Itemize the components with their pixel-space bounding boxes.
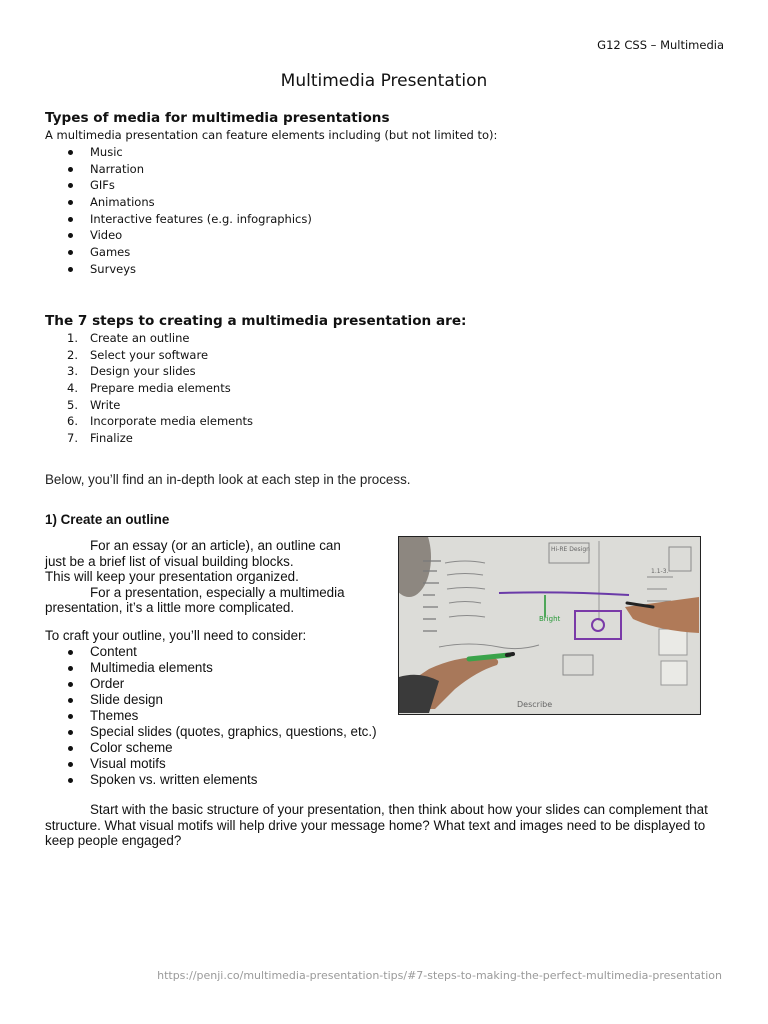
list-item <box>45 380 735 397</box>
source-url: https://penji.co/multimedia-presentation-tips/#7-steps-to-making-the-perfect-multimedia-presentation <box>157 969 722 982</box>
paragraph-line: presentation, it’s a little more complicated. <box>45 600 295 615</box>
photo-label-hi-res: Hi-RE Design <box>551 546 590 553</box>
list-item: Narration <box>45 161 735 178</box>
step-label: Design your slides <box>90 364 196 379</box>
list-item: Spoken vs. written elements <box>45 772 377 788</box>
paragraph-line: For a presentation, especially a multimedia <box>90 584 345 600</box>
list-item: Games <box>45 244 735 261</box>
paragraph-line: This will keep your presentation organized. <box>45 569 299 584</box>
media-types-section <box>45 109 735 278</box>
list-item: Slide design <box>45 692 377 708</box>
craft-intro: To craft your outline, you’ll need to consider: <box>45 628 307 643</box>
photo-label-list: 1.1-3. <box>651 568 669 575</box>
list-item: Special slides (quotes, graphics, questions, etc.) <box>45 724 377 740</box>
list-item: Video <box>45 227 735 244</box>
list-item: Multimedia elements <box>45 660 377 676</box>
step-number: 7. <box>67 431 78 446</box>
list-item: Content <box>45 644 377 660</box>
closing-text: Start with the basic structure of your presentation, then think about how your slides can complement that structure. What visual motifs will help drive your message home? What text and images need to be displayed to keep people engaged? <box>45 802 708 848</box>
step-number: 2. <box>67 347 78 362</box>
list-item: Themes <box>45 708 377 724</box>
list-item: Visual motifs <box>45 756 377 772</box>
step-number: 6. <box>67 414 78 429</box>
list-item: Music <box>45 144 735 161</box>
step-label: Write <box>90 397 121 412</box>
outline-paragraphs <box>45 538 385 616</box>
paragraph-line: For an essay (or an article), an outline can <box>90 538 341 553</box>
closing-paragraph <box>45 802 725 849</box>
considerations-list <box>45 644 377 788</box>
list-item: Animations <box>45 194 735 211</box>
media-types-heading: Types of media for multimedia presentations <box>45 110 390 126</box>
list-item <box>45 330 735 347</box>
step-number: 1. <box>67 331 78 345</box>
list-item: GIFs <box>45 177 735 194</box>
list-item: Interactive features (e.g. infographics) <box>45 211 735 228</box>
list-item: Surveys <box>45 261 735 278</box>
steps-list <box>45 330 735 447</box>
step-label: Incorporate media elements <box>90 414 254 429</box>
steps-section <box>45 312 735 447</box>
step-label: Prepare media elements <box>90 381 231 396</box>
photo-label-bottom: Describe <box>517 700 553 709</box>
list-item <box>45 397 735 414</box>
list-item: Order <box>45 676 377 692</box>
step-label: Create an outline <box>90 331 190 345</box>
step-label: Select your software <box>90 347 209 362</box>
list-item: Color scheme <box>45 740 377 756</box>
steps-heading: The 7 steps to creating a multimedia presentation are: <box>45 313 467 329</box>
photo-label-tag: Bright <box>539 615 561 623</box>
media-types-intro: A multimedia presentation can feature elements including (but not limited to): <box>45 128 498 142</box>
list-item <box>45 347 735 364</box>
page-title: Multimedia Presentation <box>280 71 488 91</box>
step-label: Finalize <box>90 431 133 446</box>
course-tag: G12 CSS – Multimedia <box>597 38 724 52</box>
step1-heading: 1) Create an outline <box>45 512 170 527</box>
paragraph-line: just be a brief list of visual building blocks. <box>45 553 294 569</box>
whiteboard-photo <box>398 536 701 715</box>
step-number: 5. <box>67 397 78 412</box>
list-item <box>45 430 735 447</box>
media-types-list <box>45 144 735 278</box>
step-number: 4. <box>67 381 78 396</box>
step-number: 3. <box>67 364 78 379</box>
list-item <box>45 363 735 380</box>
list-item <box>45 413 735 430</box>
below-text: Below, you’ll find an in-depth look at each step in the process. <box>45 472 411 487</box>
